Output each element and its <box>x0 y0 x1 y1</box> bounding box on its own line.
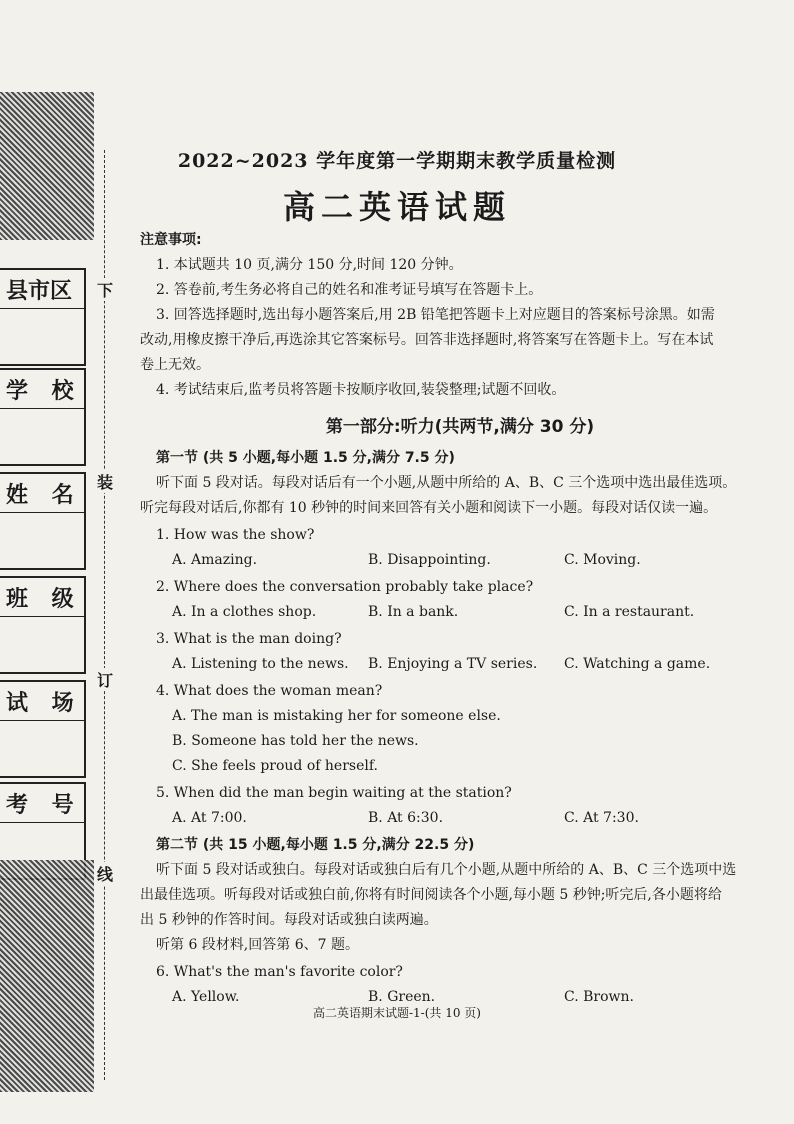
field-name[interactable] <box>0 472 86 570</box>
notice-title: 注意事项: <box>140 232 202 248</box>
exam-content <box>140 228 780 1012</box>
notice-item: 卷上无效。 <box>140 357 210 373</box>
option-b[interactable]: B. In a bank. <box>368 604 459 620</box>
section-title: 第二节 (共 15 小题,每小题 1.5 分,满分 22.5 分) <box>156 837 475 853</box>
field-label: 班 级 <box>6 587 82 612</box>
page-title: 高二英语试题 <box>282 188 511 226</box>
instruction: 出 5 秒钟的作答时间。每段对话或独白读两遍。 <box>140 912 438 928</box>
instruction: 听下面 5 段对话或独白。每段对话或独白后有几个小题,从题中所给的 A、B、C 三个选项中选 <box>156 862 737 878</box>
option-b[interactable]: B. Someone has told her the news. <box>172 733 419 749</box>
instruction: 听下面 5 段对话。每段对话后有一个小题,从题中所给的 A、B、C 三个选项中选出最佳选项。 <box>156 475 737 491</box>
field-class[interactable] <box>0 576 86 674</box>
hatch-pattern-bottom <box>0 860 94 1092</box>
options <box>172 600 780 625</box>
notice-item: 2. 答卷前,考生务必将自己的姓名和准考证号填写在答题卡上。 <box>156 282 543 298</box>
question: 3. What is the man doing? <box>156 631 342 647</box>
option-a[interactable]: A. Listening to the news. <box>172 656 349 672</box>
field-label: 姓 名 <box>6 483 82 508</box>
binding-char: 订 <box>96 668 114 691</box>
question: 6. What's the man's favorite color? <box>156 964 403 980</box>
notice-item: 4. 考试结束后,监考员将答题卡按顺序收回,装袋整理;试题不回收。 <box>156 382 566 398</box>
option-a[interactable]: A. Amazing. <box>172 552 258 568</box>
option-c[interactable]: C. Moving. <box>564 552 641 568</box>
option-a[interactable]: A. The man is mistaking her for someone else. <box>172 708 501 724</box>
question: 4. What does the woman mean? <box>156 683 383 699</box>
notice-item: 1. 本试题共 10 页,满分 150 分,时间 120 分钟。 <box>156 257 463 273</box>
field-label: 试 场 <box>6 691 82 716</box>
field-label: 学 校 <box>6 379 82 404</box>
option-a[interactable]: A. At 7:00. <box>172 810 247 826</box>
option-c[interactable]: C. She feels proud of herself. <box>172 758 378 774</box>
binding-char: 线 <box>96 862 114 885</box>
section-title: 第一节 (共 5 小题,每小题 1.5 分,满分 7.5 分) <box>156 450 455 466</box>
option-b[interactable]: B. At 6:30. <box>368 810 444 826</box>
option-c[interactable]: C. At 7:30. <box>564 810 639 826</box>
notice-item: 改动,用橡皮擦干净后,再选涂其它答案标号。回答非选择题时,将答案写在答题卡上。写在本试 <box>140 332 714 348</box>
exam-subtitle: 2022~2023 学年度第一学期期末教学质量检测 <box>177 150 617 172</box>
field-label: 考 号 <box>6 793 82 818</box>
option-a[interactable]: A. In a clothes shop. <box>172 604 317 620</box>
part-title: 第一部分:听力(共两节,满分 30 分) <box>325 417 595 437</box>
option-a[interactable]: A. Yellow. <box>172 989 240 1005</box>
binding-char: 下 <box>96 278 114 301</box>
option-b[interactable]: B. Disappointing. <box>368 552 491 568</box>
option-c[interactable]: C. In a restaurant. <box>564 604 695 620</box>
field-label: 县市区 <box>6 279 73 304</box>
binding-char: 装 <box>96 470 114 493</box>
option-b[interactable]: B. Enjoying a TV series. <box>368 656 538 672</box>
question: 2. Where does the conversation probably take place? <box>156 579 534 595</box>
binding-strip <box>0 92 96 1092</box>
option-b[interactable]: B. Green. <box>368 989 436 1005</box>
options <box>172 548 780 573</box>
instruction: 听完每段对话后,你都有 10 秒钟的时间来回答有关小题和阅读下一小题。每段对话仅读一遍。 <box>140 500 718 516</box>
question: 5. When did the man begin waiting at the station? <box>156 785 512 801</box>
option-c[interactable]: C. Watching a game. <box>564 656 711 672</box>
notice-item: 3. 回答选择题时,选出每小题答案后,用 2B 铅笔把答题卡上对应题目的答案标号涂黑。如需 <box>156 307 715 323</box>
options <box>172 806 780 831</box>
options <box>172 652 780 677</box>
page-footer: 高二英语期末试题-1-(共 10 页) <box>312 1006 481 1020</box>
field-school[interactable] <box>0 368 86 466</box>
material-note: 听第 6 段材料,回答第 6、7 题。 <box>156 937 359 953</box>
field-county[interactable] <box>0 268 86 366</box>
option-c[interactable]: C. Brown. <box>564 989 634 1005</box>
question: 1. How was the show? <box>156 527 315 543</box>
instruction: 出最佳选项。听每段对话或独白前,你将有时间阅读各个小题,每小题 5 秒钟;听完后,各小题将给 <box>140 887 722 903</box>
field-exam-room[interactable] <box>0 680 86 778</box>
